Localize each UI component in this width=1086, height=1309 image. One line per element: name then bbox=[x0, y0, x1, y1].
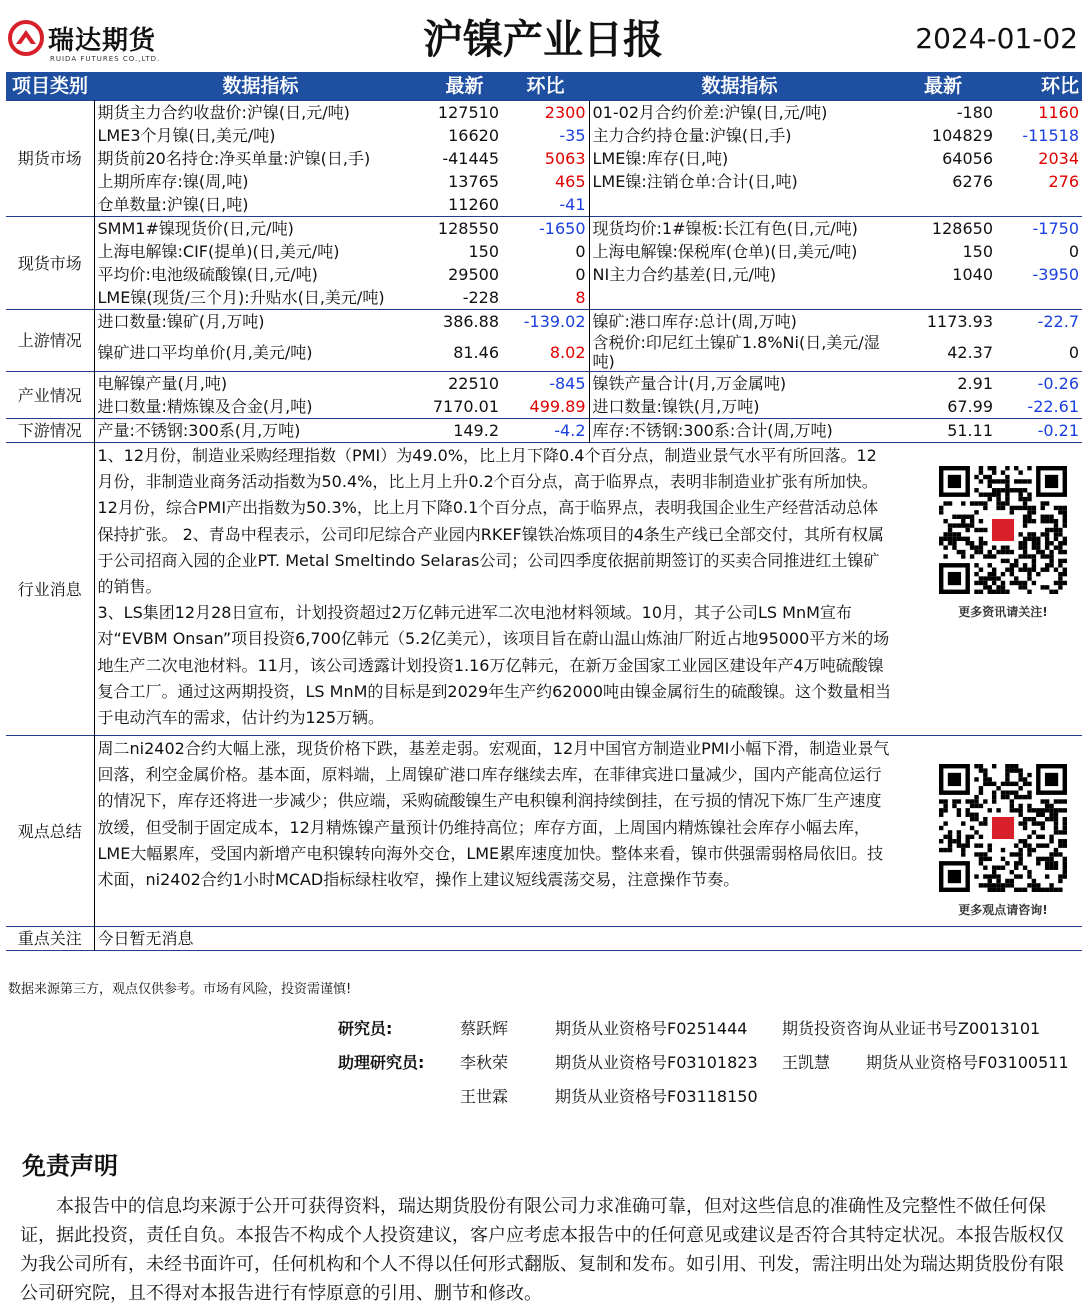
table-row bbox=[6, 333, 1082, 372]
indicator-name: LME镍:注销仓单:合计(日,吨) bbox=[589, 170, 890, 193]
change-value: 465 bbox=[554, 172, 586, 191]
header-indicator-2: 数据指标 bbox=[589, 72, 890, 101]
table-row bbox=[6, 124, 1082, 147]
indicator-name: 镍铁产量合计(月,万金属吨) bbox=[589, 372, 890, 396]
indicator-name bbox=[589, 286, 890, 310]
indicator-name: 现货均价:1#镍板:长江有色(日,元/吨) bbox=[589, 217, 890, 241]
latest-value: 128650 bbox=[890, 217, 996, 241]
category-cell: 现货市场 bbox=[6, 217, 94, 310]
researcher-name: 蔡跃辉 bbox=[460, 1019, 509, 1038]
news-qr-block bbox=[928, 466, 1078, 620]
view-summary-text: 周二ni2402合约大幅上涨，现货价格下跌，基差走弱。宏观面，12月中国官方制造业PMI小幅下滑，制造业景气回落，利空金属价格。基本面，原料端，上周镍矿港口库存继续去库，在菲律宾进口量减少，国内产能高位运行的情况下，库存还将进一步减少；供应端，采购硫酸镍生产电积镍利润持续倒挂，在亏损的情况下炼厂生产速度放缓，但受制于固定成本，12月精炼镍产量预计仍维持高位；库存方面，上周国内精炼镍社会库存小幅去库，LME大幅累库，受国内新增产电积镍转向海外交仓，LME累库速度加快。整体来看，镍市供强需弱格局依旧。技术面，ni2402合约1小时MCAD指标绿柱收窄，操作上建议短线震荡交易，注意操作节奏。 bbox=[94, 736, 1082, 927]
view-qr-block bbox=[928, 764, 1078, 918]
industry-news-row bbox=[6, 443, 1082, 736]
table-row bbox=[6, 193, 1082, 217]
change-value: -11518 bbox=[1022, 126, 1079, 145]
change-value: -22.61 bbox=[1027, 397, 1079, 416]
indicator-name: 期货前20名持仓:净买单量:沪镍(日,手) bbox=[97, 149, 371, 168]
change-value: -3950 bbox=[1032, 265, 1079, 284]
assistant-name-3: 王世霖 bbox=[460, 1087, 509, 1106]
latest-value: 11260 bbox=[448, 195, 499, 214]
table-row bbox=[6, 286, 1082, 310]
change-value: -22.7 bbox=[996, 310, 1082, 334]
table-row bbox=[6, 240, 1082, 263]
researcher-qualification: 期货从业资格号F0251444 bbox=[555, 1019, 748, 1038]
latest-value: 7170.01 bbox=[432, 397, 499, 416]
latest-value: 6276 bbox=[952, 172, 993, 191]
table-row bbox=[6, 147, 1082, 170]
change-value: -0.26 bbox=[996, 372, 1082, 396]
indicator-name: 镍矿:港口库存:总计(周,万吨) bbox=[589, 310, 890, 334]
change-value: -139.02 bbox=[502, 310, 589, 334]
change-value: 0 bbox=[1068, 342, 1079, 362]
wechat-qr-code-icon bbox=[939, 764, 1067, 892]
category-cell: 上游情况 bbox=[6, 310, 94, 372]
latest-value: 81.46 bbox=[453, 342, 499, 362]
header-indicator: 数据指标 bbox=[94, 72, 427, 101]
header-category: 项目类别 bbox=[6, 72, 94, 101]
indicator-name: 含税价:印尼红土镍矿1.8%Ni(日,美元/湿吨) bbox=[589, 333, 890, 372]
change-value: 0 bbox=[575, 242, 586, 261]
latest-value: 64056 bbox=[942, 149, 993, 168]
latest-value: 42.37 bbox=[947, 342, 993, 362]
header-change-2: 环比 bbox=[996, 72, 1082, 101]
indicator-name bbox=[589, 193, 890, 217]
focus-row bbox=[6, 927, 1082, 951]
change-value: -0.21 bbox=[996, 419, 1082, 443]
brand-name: 瑞达期货 bbox=[48, 26, 157, 56]
category-cell: 观点总结 bbox=[6, 736, 94, 927]
latest-value: 150 bbox=[962, 242, 993, 261]
researcher-label: 研究员: bbox=[338, 1019, 393, 1038]
qr-caption: 更多观点请咨询! bbox=[958, 903, 1048, 917]
change-value bbox=[996, 286, 1082, 310]
indicator-name: LME3个月镍(日,美元/吨) bbox=[97, 126, 276, 145]
indicator-name: 镍矿进口平均单价(月,美元/吨) bbox=[97, 342, 313, 362]
indicator-name: 仓单数量:沪镍(日,吨) bbox=[97, 195, 249, 214]
indicator-name: 01-02月合约价差:沪镍(日,元/吨) bbox=[589, 101, 890, 125]
indicator-name: 上海电解镍:保税库(仓单)(日,美元/吨) bbox=[589, 240, 890, 263]
table-row bbox=[6, 217, 1082, 241]
category-cell: 重点关注 bbox=[6, 927, 94, 951]
change-value: 499.89 bbox=[529, 397, 586, 416]
latest-value: 1040 bbox=[952, 265, 993, 284]
indicator-name: 进口数量:镍铁(月,万吨) bbox=[589, 395, 890, 419]
change-value: 2300 bbox=[502, 101, 589, 125]
latest-value: 104829 bbox=[931, 126, 993, 145]
latest-value: 51.11 bbox=[890, 419, 996, 443]
category-cell: 期货市场 bbox=[6, 101, 94, 217]
table-row bbox=[6, 170, 1082, 193]
disclaimer-title: 免责声明 bbox=[22, 1152, 118, 1180]
latest-value bbox=[890, 286, 996, 310]
latest-value: 150 bbox=[468, 242, 499, 261]
source-note: 数据来源第三方，观点仅供参考。市场有风险，投资需谨慎! bbox=[8, 982, 352, 997]
disclaimer-text: 本报告中的信息均来源于公开可获得资料，瑞达期货股份有限公司力求准确可靠，但对这些信息的准确性及完整性不做任何保证，据此投资，责任自负。本报告不构成个人投资建议，客户应考虑本报告中的任何意见或建议是否符合其特定状况。本报告版权仅为我公司所有，未经书面许可，任何机构和个人不得以任何形式翻版、复制和发布。如引用、刊发，需注明出处为瑞达期货股份有限公司研究院，且不得对本报告进行有悖原意的引用、删节和修改。 bbox=[20, 1196, 1064, 1304]
category-cell: 产业情况 bbox=[6, 372, 94, 419]
change-value: -35 bbox=[559, 126, 586, 145]
indicator-name: SMM1#镍现货价(日,元/吨) bbox=[94, 217, 427, 241]
indicator-name: 库存:不锈钢:300系:合计(周,万吨) bbox=[589, 419, 890, 443]
latest-value: 149.2 bbox=[427, 419, 502, 443]
latest-value: 16620 bbox=[448, 126, 499, 145]
indicator-name: LME镍:库存(日,吨) bbox=[589, 147, 890, 170]
change-value: 2034 bbox=[1038, 149, 1079, 168]
latest-value: -180 bbox=[890, 101, 996, 125]
header-latest: 最新 bbox=[427, 72, 502, 101]
assistant-qualification-3: 期货从业资格号F03118150 bbox=[555, 1087, 758, 1106]
indicator-name: 期货主力合约收盘价:沪镍(日,元/吨) bbox=[94, 101, 427, 125]
latest-value: 67.99 bbox=[947, 397, 993, 416]
change-value: 5063 bbox=[544, 149, 586, 168]
indicator-name: 电解镍产量(月,吨) bbox=[94, 372, 427, 396]
change-value bbox=[996, 193, 1082, 217]
data-table bbox=[6, 72, 1082, 951]
change-value: -41 bbox=[559, 195, 586, 214]
change-value: 276 bbox=[1048, 172, 1079, 191]
category-cell: 行业消息 bbox=[6, 443, 94, 736]
category-cell: 下游情况 bbox=[6, 419, 94, 443]
researcher-consult-cert: 期货投资咨询从业证书号Z0013101 bbox=[782, 1019, 1041, 1038]
change-value: 1160 bbox=[996, 101, 1082, 125]
latest-value: 1173.93 bbox=[890, 310, 996, 334]
brand-subtitle: RUIDA FUTURES CO.,LTD. bbox=[50, 55, 161, 63]
change-value: 0 bbox=[575, 265, 586, 284]
report-date: 2024-01-02 bbox=[915, 22, 1078, 55]
latest-value: 22510 bbox=[427, 372, 502, 396]
latest-value: 128550 bbox=[427, 217, 502, 241]
indicator-name: 上海电解镍:CIF(提单)(日,美元/吨) bbox=[97, 242, 340, 261]
page-title: 沪镍产业日报 bbox=[423, 17, 663, 63]
assistant-name-2: 王凯慧 bbox=[782, 1053, 831, 1072]
indicator-name: 主力合约持仓量:沪镍(日,手) bbox=[589, 124, 890, 147]
change-value: -845 bbox=[502, 372, 589, 396]
latest-value: 386.88 bbox=[427, 310, 502, 334]
header-change: 环比 bbox=[502, 72, 589, 101]
indicator-name: 产量:不锈钢:300系(月,万吨) bbox=[94, 419, 427, 443]
indicator-name: 平均价:电池级硫酸镍(日,元/吨) bbox=[97, 265, 318, 284]
industry-news-text: 1、12月份，制造业采购经理指数（PMI）为49.0%，比上月下降0.4个百分点，制造业景气水平有所回落。12月份，非制造业商务活动指数为50.4%，比上月上升0.2个百分点，高于临界点，表明非制造业扩张有所加快。12月份，综合PMI产出指数为50.3%，比上月下降0.1个百分点，高于临界点，表明我国企业生产经营活动总体保持扩张。 2、青岛中程表示，公司印尼综合产业园内RKEF镍铁冶炼项目的4条生产线已全部交付，其所有权属于公司招商入园的企业PT. Metal Smeltindo Selaras公司；公司四季度依据前期签订的买卖合同推进红土镍矿的销售。 3、LS集团12月28日宣布，计划投资超过2万亿韩元进军二次电池材料领域。10月，其子公司LS MnM宣布对“EVBM Onsan”项目投资6,700亿韩元（5.2亿美元），该项目旨在蔚山温山炼油厂附近占地95000平方米的场地生产二次电池材料。11月，该公司透露计划投资1.16万亿韩元，在新万金国家工业园区建设年产4万吨硫酸镍复合工厂。通过这两期投资，LS MnM的目标是到2029年生产约62000吨由镍金属衍生的硫酸镍。这个数量相当于电动汽车的需求，估计约为125万辆。 bbox=[94, 443, 1082, 736]
table-header-row bbox=[6, 72, 1082, 101]
indicator-name: 上期所库存:镍(周,吨) bbox=[97, 172, 249, 191]
indicator-name: NI主力合约基差(日,元/吨) bbox=[589, 263, 890, 286]
latest-value: 29500 bbox=[448, 265, 499, 284]
header-latest-2: 最新 bbox=[890, 72, 996, 101]
latest-value: 2.91 bbox=[890, 372, 996, 396]
indicator-name: 进口数量:镍矿(月,万吨) bbox=[94, 310, 427, 334]
change-value: 8.02 bbox=[549, 342, 586, 362]
focus-text: 今日暂无消息 bbox=[94, 927, 1082, 951]
qr-code-icon bbox=[939, 466, 1067, 594]
change-value: -1650 bbox=[502, 217, 589, 241]
change-value: -4.2 bbox=[502, 419, 589, 443]
change-value: 8 bbox=[575, 288, 586, 307]
assistant-qualification-2: 期货从业资格号F03100511 bbox=[866, 1053, 1069, 1072]
table-row bbox=[6, 263, 1082, 286]
indicator-name: 进口数量:精炼镍及合金(月,吨) bbox=[97, 397, 313, 416]
table-row bbox=[6, 395, 1082, 419]
latest-value: 127510 bbox=[427, 101, 502, 125]
report-header bbox=[0, 0, 1086, 68]
table-row bbox=[6, 372, 1082, 396]
latest-value: -228 bbox=[462, 288, 499, 307]
latest-value: 13765 bbox=[448, 172, 499, 191]
assistant-label: 助理研究员: bbox=[338, 1053, 425, 1072]
table-row bbox=[6, 101, 1082, 125]
table-row bbox=[6, 310, 1082, 334]
change-value: -1750 bbox=[996, 217, 1082, 241]
latest-value: -41445 bbox=[442, 149, 499, 168]
latest-value bbox=[890, 193, 996, 217]
change-value: 0 bbox=[1068, 242, 1079, 261]
assistant-qualification-1: 期货从业资格号F03101823 bbox=[555, 1053, 758, 1072]
qr-caption: 更多资讯请关注! bbox=[958, 605, 1048, 619]
table-row bbox=[6, 419, 1082, 443]
view-summary-row bbox=[6, 736, 1082, 927]
indicator-name: LME镍(现货/三个月):升贴水(日,美元/吨) bbox=[97, 288, 385, 307]
assistant-name-1: 李秋荣 bbox=[460, 1053, 509, 1072]
